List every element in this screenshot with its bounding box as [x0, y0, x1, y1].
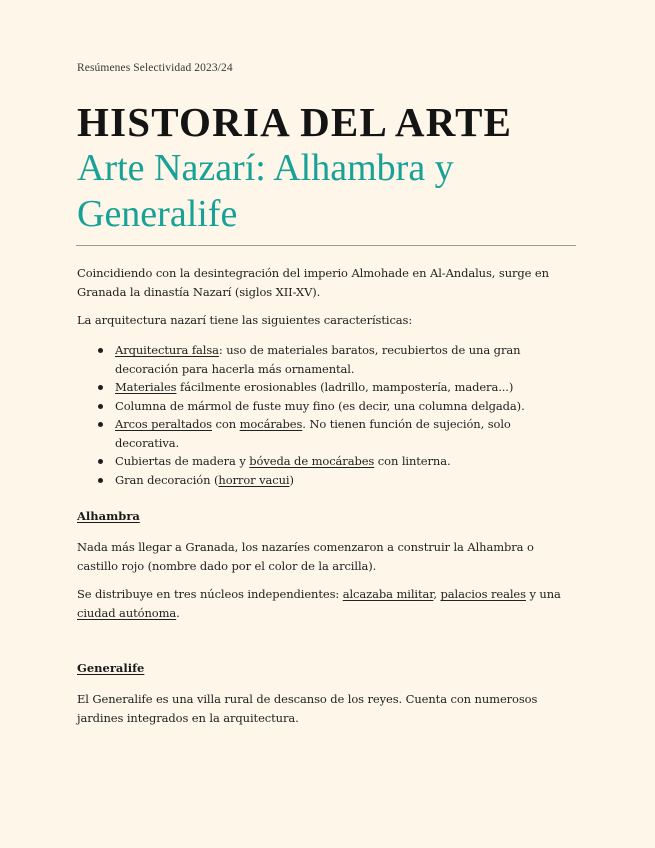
list-item: [77, 397, 577, 416]
term-link: Materiales: [115, 380, 177, 394]
generalife-paragraph: El Generalife es una villa rural de descanso de los reyes. Cuenta con numerosos jardines integrados en la arquitectura.: [77, 692, 538, 725]
bullet-icon: [98, 348, 103, 353]
term-link: bóveda de mocárabes: [249, 454, 375, 468]
list-item: [77, 452, 577, 471]
page-subtitle: Arte Nazarí: Alhambra y Generalife: [77, 147, 454, 235]
list-item-text: fácilmente erosionables (ladrillo, mampostería, madera...): [176, 380, 514, 394]
bullet-icon: [98, 459, 103, 464]
intro-paragraph: Coincidiendo con la desintegración del imperio Almohade en Al-Andalus, surge en Granada la dinastía Nazarí (siglos XII-XV).: [77, 266, 549, 299]
list-item-text: con: [212, 417, 240, 431]
list-item-text: Cubiertas de madera y: [115, 454, 250, 468]
term-link: ciudad autónoma: [77, 605, 177, 620]
list-item-text: con linterna.: [374, 454, 451, 468]
list-item: [77, 415, 577, 452]
list-item-text: : uso de materiales baratos, recubiertos de una gran decoración para hacerla más ornamental.: [115, 343, 521, 376]
list-item-text: ): [289, 472, 294, 487]
term-link: Arcos peraltados: [115, 417, 212, 431]
header-note: Resúmenes Selectividad 2023/24: [77, 62, 233, 74]
bullet-icon: [98, 404, 103, 409]
list-item-text: Columna de mármol de fuste muy fino (es decir, una columna delgada).: [115, 398, 525, 413]
bullet-icon: [98, 478, 103, 483]
term-link: Arquitectura falsa: [115, 343, 219, 357]
term-link: mocárabes: [239, 417, 303, 431]
list-item-text: Gran decoración (: [115, 472, 219, 487]
features-intro: La arquitectura nazarí tiene las siguientes características:: [77, 313, 413, 327]
paragraph-text: ,: [433, 587, 441, 601]
bullet-icon: [98, 422, 103, 427]
list-item: [77, 471, 577, 490]
alhambra-distribution-paragraph: [77, 585, 577, 622]
paragraph-text: y una: [525, 587, 561, 601]
features-list: [77, 341, 577, 489]
list-item: [77, 341, 577, 378]
list-item-text: . No tienen función de sujeción, solo decorativa.: [115, 417, 511, 450]
section-heading-alhambra: Alhambra: [77, 509, 140, 523]
paragraph-text: Se distribuye en tres núcleos independientes:: [77, 587, 343, 601]
page-title: HISTORIA DEL ARTE: [77, 99, 513, 145]
list-item: [77, 378, 577, 397]
term-link: palacios reales: [440, 587, 526, 601]
title-divider: [76, 245, 576, 246]
term-link: horror vacui: [218, 472, 290, 487]
alhambra-paragraph: Nada más llegar a Granada, los nazaríes comenzaron a construir la Alhambra o castillo rojo (nombre dado por el color de la arcilla).: [77, 540, 534, 573]
term-link: alcazaba militar: [342, 587, 434, 601]
paragraph-text: .: [176, 605, 180, 620]
bullet-icon: [98, 385, 103, 390]
section-heading-generalife: Generalife: [77, 661, 145, 675]
